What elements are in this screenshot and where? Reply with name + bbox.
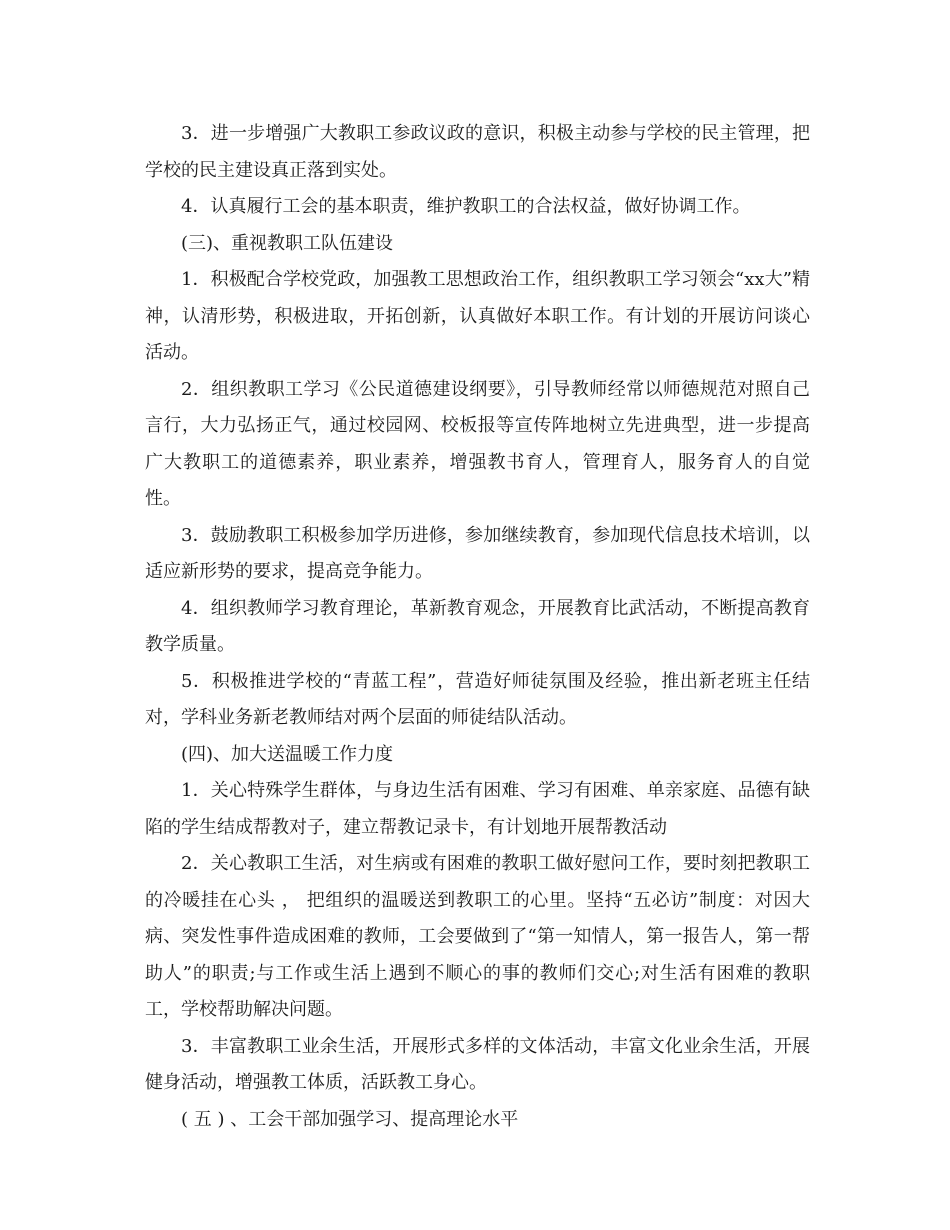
paragraph-item-3: 3．丰富教职工业余生活，开展形式多样的文体活动，丰富文化业余生活，开展健身活动，增强教工体质，活跃教工身心。 xyxy=(145,1035,810,1093)
paragraph-item-4: 4．组织教师学习教育理论，革新教育观念，开展教育比武活动，不断提高教育教学质量。 xyxy=(145,597,810,655)
paragraph-item-1: 1．积极配合学校党政，加强教工思想政治工作，组织教职工学习领会“xx大”精神，认清形势，积极进取，开拓创新，认真做好本职工作。有计划的开展访问谈心活动。 xyxy=(145,269,810,363)
paragraph-item-2: 2．组织教职工学习《公民道德建设纲要》，引导教师经常以师德规范对照自己言行，大力弘扬正气，通过校园网、校板报等宣传阵地树立先进典型，进一步提高广大教职工的道德素养，职业素养，增强教书育人，管理育人，服务育人的自觉性。 xyxy=(145,378,810,509)
paragraph-item-2: 2．关心教职工生活，对生病或有困难的教职工做好慰问工作，要时刻把教职工的冷暖挂在心头 ， 把组织的温暖送到教职工的心里。坚持“五必访”制度：对因大病、突发性事件造成困难的教师，工会要做到了“第一知情人，第一报告人，第一帮助人”的职责;与工作或生活上遇到不顺心的事的教师们交心;对生活有困难的教职工，学校帮助解决问题。 xyxy=(145,853,810,1020)
section-heading-5: ( 五 ) 、工会干部加强学习、提高理论水平 xyxy=(181,1108,519,1130)
paragraph-item-5: 5．积极推进学校的“青蓝工程”，营造好师徒氛围及经验，推出新老班主任结对，学科业务新老教师结对两个层面的师徒结队活动。 xyxy=(145,670,810,728)
paragraph-item-1: 1．关心特殊学生群体，与身边生活有困难、学习有困难、单亲家庭、品德有缺陷的学生结成帮教对子，建立帮教记录卡，有计划地开展帮教活动 xyxy=(145,780,810,838)
paragraph-item-3: 3．鼓励教职工积极参加学历进修，参加继续教育，参加现代信息技术培训，以适应新形势的要求，提高竞争能力。 xyxy=(145,524,810,582)
section-heading-4: (四)、加大送温暖工作力度 xyxy=(181,743,394,765)
paragraph-item-3: 3．进一步增强广大教职工参政议政的意识，积极主动参与学校的民主管理，把学校的民主建设真正落到实处。 xyxy=(145,123,810,181)
section-heading-3: (三)、重视教职工队伍建设 xyxy=(181,232,394,254)
document-body xyxy=(145,116,810,1138)
paragraph-item-4: 4．认真履行工会的基本职责，维护教职工的合法权益，做好协调工作。 xyxy=(181,196,751,217)
